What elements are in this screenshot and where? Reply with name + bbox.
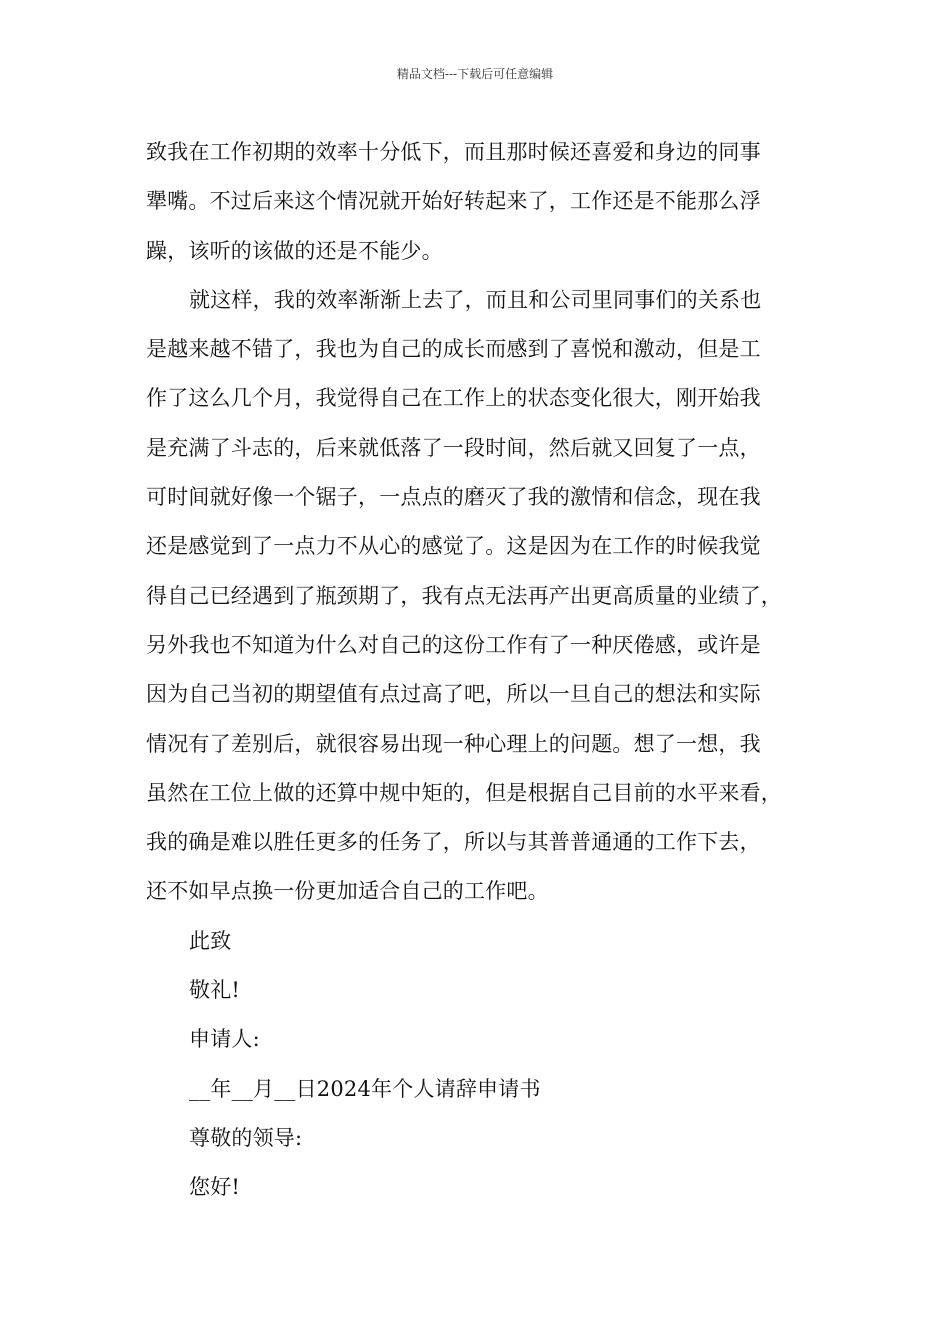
letter-greeting: 尊敬的领导: — [189, 1125, 303, 1150]
text-line: 致我在工作初期的效率十分低下，而且那时候还喜爱和身边的同事 — [146, 140, 761, 164]
text-line: 犟嘴。不过后来这个情况就开始好转起来了，工作还是不能那么浮 — [146, 189, 761, 214]
paragraph-1 — [146, 128, 836, 276]
text-line: 还不如早点换一份更加适合自己的工作吧。 — [146, 879, 549, 904]
text-line: 因为自己当初的期望值有点过高了吧，所以一旦自己的想法和实际 — [146, 682, 761, 707]
text-line: 是充满了斗志的，后来就低落了一段时间，然后就又回复了一点， — [146, 435, 761, 460]
text-line: 得自己已经遇到了瓶颈期了，我有点无法再产出更高质量的业绩了， — [146, 583, 782, 608]
text-line: 躁，该听的该做的还是不能少。 — [146, 238, 443, 263]
text-line: 虽然在工位上做的还算中规中矩的，但是根据自己目前的水平来看， — [146, 780, 782, 805]
date-and-title: __年__月__日2024年个人请辞申请书 — [189, 1076, 541, 1101]
text-line: 还是感觉到了一点力不从心的感觉了。这是因为在工作的时候我觉 — [146, 534, 761, 559]
text-line: 是越来越不错了，我也为自己的成长而感到了喜悦和激动，但是工 — [146, 337, 761, 362]
text-line: 我的确是难以胜任更多的任务了，所以与其普普通通的工作下去， — [146, 830, 761, 855]
applicant-label: 申请人: — [189, 1027, 260, 1052]
document-body — [146, 128, 836, 1213]
text-line: 可时间就好像一个锯子，一点点的磨灭了我的激情和信念，现在我 — [146, 485, 761, 510]
closing-salutation: 此致 — [189, 928, 232, 953]
paragraph-2 — [146, 276, 836, 917]
text-line: 作了这么几个月，我觉得自己在工作上的状态变化很大，刚开始我 — [146, 386, 761, 411]
text-line: 情况有了差别后，就很容易出现一种心理上的问题。想了一想，我 — [146, 731, 761, 756]
closing-regards: 敬礼! — [189, 978, 241, 1003]
text-line: 另外我也不知道为什么对自己的这份工作有了一种厌倦感，或许是 — [146, 632, 761, 657]
page-header: 精品文档---下载后可任意编辑 — [396, 67, 554, 81]
letter-hello: 您好! — [189, 1175, 241, 1200]
text-line: 就这样，我的效率渐渐上去了，而且和公司里同事们的关系也 — [189, 287, 762, 312]
